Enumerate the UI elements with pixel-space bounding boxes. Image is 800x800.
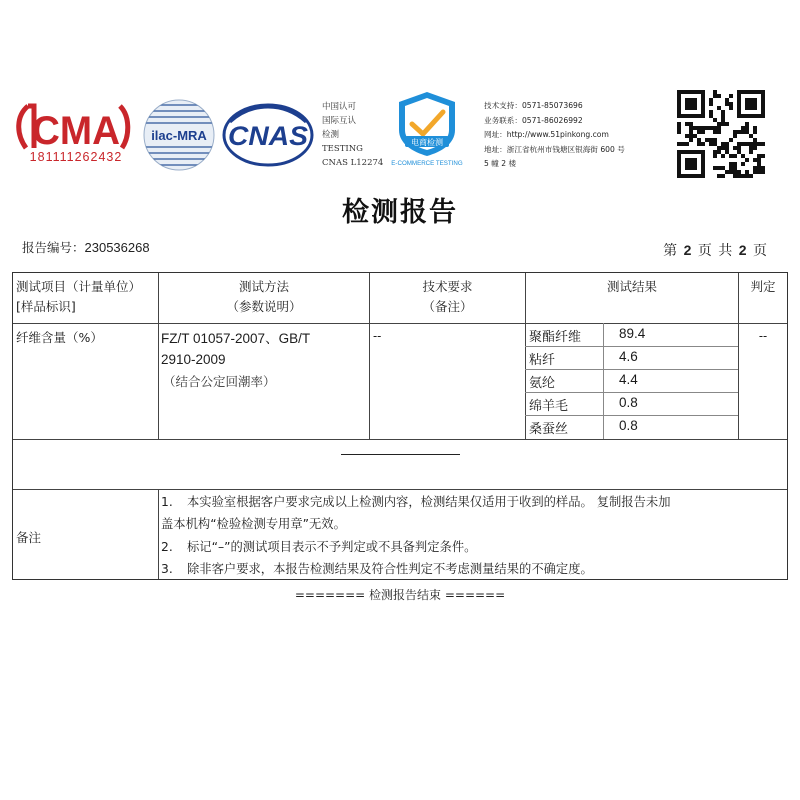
total-label: 共 (718, 243, 734, 259)
remark-number: 1. (161, 495, 173, 509)
tech-support-line: 技术支持：0571-85073696 (484, 101, 583, 110)
cnas-line: CNAS L12274 (322, 158, 384, 168)
cnas-logo-text: CNAS (228, 121, 308, 151)
fiber-percentage: 0.8 (619, 395, 638, 410)
table-rule (158, 489, 159, 579)
table-rule (13, 439, 787, 440)
header-test-result: 测试结果 (606, 279, 657, 294)
result-row (526, 393, 736, 414)
header-test-method-line2: （参数说明） (226, 299, 302, 314)
remark-text: 盖本机构“检验检测专用章”无效。 (161, 517, 346, 531)
page-unit: 页 (697, 243, 713, 259)
cnas-line: TESTING (322, 144, 363, 154)
address-line: 地址：浙江省杭州市钱塘区银海街 600 号 (484, 144, 625, 154)
page-info (663, 240, 768, 260)
cnas-accreditation-text (322, 100, 383, 170)
cnas-logo (222, 100, 314, 170)
qr-code-icon (677, 90, 765, 178)
header-test-item-line2: [样品标识] (16, 299, 76, 314)
remark-text: 除非客户要求，本报告检测结果及符合性判定不考虑测量结果的不确定度。 (187, 562, 593, 576)
row-test-item: 纤维含量（%） (16, 330, 103, 345)
remark-number: 2. (161, 540, 173, 554)
report-title: 检测报告 (342, 197, 458, 228)
row-judgement: -- (758, 329, 768, 343)
report-number-value: 230536268 (84, 240, 150, 255)
ilac-logo-text: ilac-MRA (151, 128, 207, 143)
total-pages: 2 (738, 242, 748, 258)
row-test-method-line2: 2910-2009 (161, 352, 226, 367)
fiber-name: 聚酯纤维 (529, 330, 582, 345)
ilac-mra-logo (140, 97, 218, 173)
result-row (526, 347, 736, 368)
page-number: 2 (683, 242, 693, 258)
remark-text: 标记“–”的测试项目表示不予判定或不具备判定条件。 (187, 540, 477, 554)
header-requirement-line1: 技术要求 (422, 279, 473, 294)
fiber-name: 绵羊毛 (529, 399, 569, 414)
row-requirement: -- (373, 329, 382, 343)
report-end-marker: ======= 检测报告结束 ====== (294, 588, 506, 602)
header-requirement (370, 277, 525, 317)
fiber-name: 氨纶 (529, 376, 556, 391)
row-test-method-note: （结合公定回潮率） (163, 374, 276, 389)
total-unit: 页 (753, 243, 768, 259)
cnas-line: 国际互认 (322, 116, 357, 126)
results-table (12, 272, 788, 580)
fiber-percentage: 4.4 (619, 372, 638, 387)
result-row (526, 370, 736, 391)
remarks-label: 备注 (16, 530, 42, 545)
website-line: 网址：http://www.51pinkong.com (484, 130, 609, 140)
header-test-item (16, 277, 156, 317)
header-judgement: 判定 (750, 279, 776, 294)
result-row (526, 324, 736, 345)
fiber-name: 桑蚕丝 (529, 422, 569, 437)
page-label: 第 (663, 243, 679, 259)
ecommerce-logo-subtitle: E-COMMERCE TESTING (391, 160, 463, 167)
result-row (526, 416, 736, 437)
remark-item-1 (161, 492, 781, 513)
remark-text: 本实验室根据客户要求完成以上检测内容，检测结果仅适用于收到的样品。 复制报告未加 (187, 495, 671, 509)
row-test-method (161, 328, 367, 370)
ecommerce-testing-logo (385, 88, 469, 172)
table-rule (13, 489, 787, 490)
contact-info (484, 99, 664, 172)
cnas-line: 中国认可 (322, 102, 357, 112)
fiber-percentage: 89.4 (619, 326, 646, 341)
cma-logo-text: CMA (32, 109, 120, 153)
header-test-method (159, 277, 369, 317)
remark-item-2 (161, 537, 781, 558)
report-number-label: 报告编号： (22, 240, 85, 255)
remark-number: 3. (161, 562, 173, 576)
remark-item-1-continued (161, 514, 781, 535)
fiber-name: 粘纤 (529, 353, 556, 368)
address-line-2: 5 幢 2 楼 (484, 159, 517, 169)
row-test-method-line1: FZ/T 01057-2007、GB/T (161, 331, 311, 346)
ecommerce-logo-title: 电商检测 (411, 138, 443, 147)
header-test-item-line1: 测试项目（计量单位） (16, 279, 142, 294)
blank-row-dash (341, 454, 460, 455)
remark-item-3 (161, 559, 781, 580)
header-test-method-line1: 测试方法 (238, 279, 289, 294)
header-requirement-line2: （备注） (422, 299, 473, 314)
business-contact-line: 业务联系：0571-86026992 (484, 115, 583, 125)
cma-number: 181111262432 (29, 150, 123, 164)
report-number (22, 238, 150, 256)
table-rule (738, 273, 739, 439)
fiber-percentage: 0.8 (619, 418, 638, 433)
fiber-percentage: 4.6 (619, 349, 638, 364)
cnas-line: 检测 (322, 130, 340, 140)
